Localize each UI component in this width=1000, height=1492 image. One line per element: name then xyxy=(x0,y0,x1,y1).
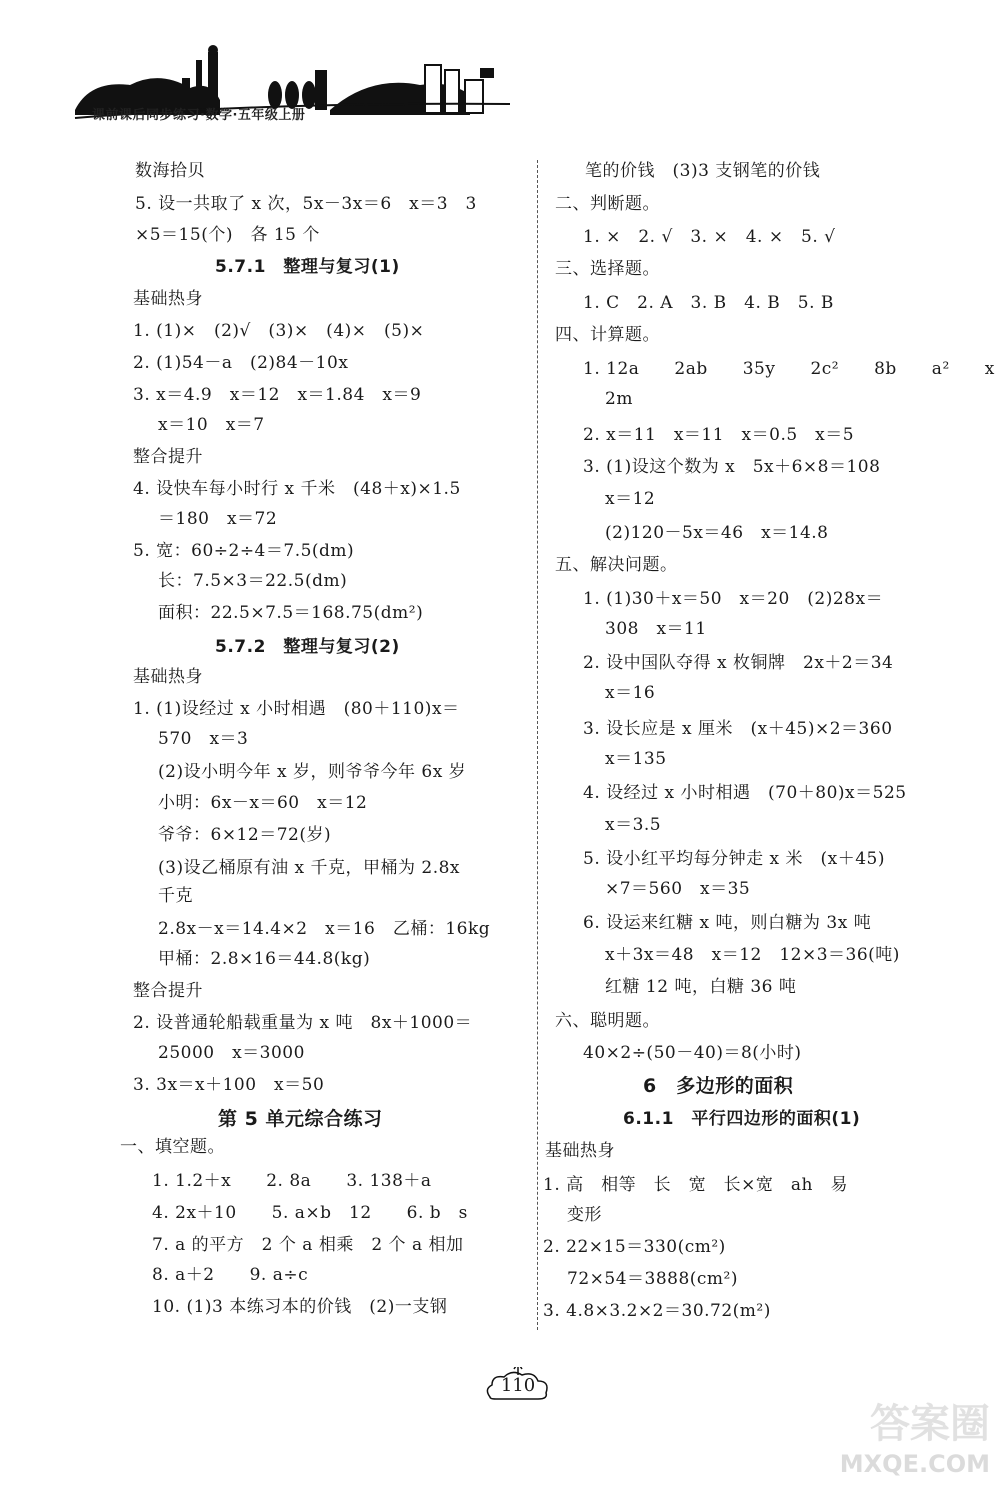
answer-line: 6. 设运来红糖 x 吨，则白糖为 3x 吨 xyxy=(583,913,872,933)
answer-line: 3. (1)设这个数为 x 5x＋6×8＝108 xyxy=(583,457,881,477)
answer-line: 长：7.5×3＝22.5(dm) xyxy=(158,571,348,591)
question-type-label: 一、填空题。 xyxy=(120,1137,225,1157)
answer-line: 1. (1)× (2)√ (3)× (4)× (5)× xyxy=(133,321,425,341)
answer-line: 小明：6x－x＝60 x＝12 xyxy=(158,793,368,813)
watermark xyxy=(760,1392,990,1482)
answer-line: 千克 xyxy=(158,886,193,906)
answer-line: 笔的价钱 (3)3 支钢笔的价钱 xyxy=(585,161,821,181)
subsection-label: 基础热身 xyxy=(545,1141,615,1161)
answer-line: 25000 x＝3000 xyxy=(158,1043,305,1063)
chapter-heading: 6 多边形的面积 xyxy=(643,1075,794,1097)
answer-line: 3. 3x＝x＋100 x＝50 xyxy=(133,1075,325,1095)
answer-line: ×5＝15(个) 各 15 个 xyxy=(135,225,320,245)
answer-line: (3)设乙桶原有油 x 千克，甲桶为 2.8x xyxy=(158,858,461,878)
answer-line: 5. 设小红平均每分钟走 x 米 (x＋45) xyxy=(583,849,886,869)
answer-line: 2. x＝11 x＝11 x＝0.5 x＝5 xyxy=(583,425,855,445)
answer-line: 爷爷：6×12＝72(岁) xyxy=(158,825,332,845)
answer-line: 2. 设中国队夺得 x 枚铜牌 2x＋2＝34 xyxy=(583,653,894,673)
answer-line: 甲桶：2.8×16＝44.8(kg) xyxy=(158,949,371,969)
answer-line: 红糖 12 吨，白糖 36 吨 xyxy=(605,977,797,997)
answer-line: 2. 设普通轮船载重量为 x 吨 8x＋1000＝ xyxy=(133,1013,473,1033)
answer-line: 2.8x－x＝14.4×2 x＝16 乙桶：16kg xyxy=(158,919,491,939)
answer-line: 4. 2x＋10 5. a×b 12 6. b s xyxy=(152,1203,468,1223)
answer-line: 570 x＝3 xyxy=(158,729,249,749)
answer-line: (2)120－5x＝46 x＝14.8 xyxy=(605,523,829,543)
answer-line: x＋3x＝48 x＝12 12×3＝36(吨) xyxy=(605,945,900,965)
section-heading: 第 5 单元综合练习 xyxy=(218,1108,383,1130)
column-divider xyxy=(537,160,538,1330)
answer-line: 面积：22.5×7.5＝168.75(dm²) xyxy=(158,603,424,623)
watermark-url: MXQE.COM xyxy=(839,1450,990,1478)
answer-line: 308 x＝11 xyxy=(605,619,707,639)
answer-line: x＝16 xyxy=(605,683,656,703)
answer-line: (2)设小明今年 x 岁，则爷爷今年 6x 岁 xyxy=(158,762,467,782)
answer-line: ＝180 x＝72 xyxy=(158,509,278,529)
answer-line: 40×2÷(50－40)＝8(小时) xyxy=(583,1043,802,1063)
question-type-label: 五、解决问题。 xyxy=(555,555,678,575)
subsection-label: 基础热身 xyxy=(133,667,203,687)
question-type-label: 六、聪明题。 xyxy=(555,1011,660,1031)
answer-line: 2. 22×15＝330(cm²) xyxy=(543,1237,726,1257)
answer-line: x＝12 xyxy=(605,489,656,509)
answer-line: 1. (1)30＋x＝50 x＝20 (2)28x＝ xyxy=(583,589,884,609)
question-type-label: 四、计算题。 xyxy=(555,325,660,345)
answer-line: ×7＝560 x＝35 xyxy=(605,879,751,899)
section-title: 数海拾贝 xyxy=(135,161,205,181)
answer-line: 3. x＝4.9 x＝12 x＝1.84 x＝9 xyxy=(133,385,422,405)
section-heading: 5.7.1 整理与复习(1) xyxy=(215,257,400,277)
answer-line: 8. a＋2 9. a÷c xyxy=(152,1265,309,1285)
answer-line: 2. (1)54－a (2)84－10x xyxy=(133,353,349,373)
answer-line: 1. × 2. √ 3. × 4. × 5. √ xyxy=(583,227,836,247)
subsection-label: 整合提升 xyxy=(133,447,203,467)
answer-line: 4. 设经过 x 小时相遇 (70＋80)x＝525 xyxy=(583,783,907,803)
answer-line: 5. 宽：60÷2÷4＝7.5(dm) xyxy=(133,541,355,561)
page-number-badge xyxy=(482,1367,554,1403)
answer-line: 72×54＝3888(cm²) xyxy=(567,1269,738,1289)
answer-line: 3. 设长应是 x 厘米 (x＋45)×2＝360 xyxy=(583,719,893,739)
answer-line: 3. 4.8×3.2×2＝30.72(m²) xyxy=(543,1301,771,1321)
answer-line: 1. C 2. A 3. B 4. B 5. B xyxy=(583,293,834,313)
answer-line: x＝135 xyxy=(605,749,667,769)
question-type-label: 二、判断题。 xyxy=(555,194,660,214)
answer-line: 4. 设快车每小时行 x 千米 (48＋x)×1.5 xyxy=(133,479,461,499)
answer-line: 变形 xyxy=(567,1205,602,1225)
answer-line: 5. 设一共取了 x 次，5x－3x＝6 x＝3 3 xyxy=(135,194,477,214)
answer-line: 1. (1)设经过 x 小时相遇 (80＋110)x＝ xyxy=(133,699,460,719)
answer-line: 2m xyxy=(605,389,633,409)
watermark-logo: 答案圈 xyxy=(870,1401,990,1447)
answer-line: x＝10 x＝7 xyxy=(158,415,265,435)
answer-line: 7. a 的平方 2 个 a 相乘 2 个 a 相加 xyxy=(152,1235,464,1255)
subsection-label: 整合提升 xyxy=(133,981,203,1001)
header-title: 课前课后同步练习·数学·五年级上册 xyxy=(92,108,306,123)
answer-line: 10. (1)3 本练习本的价钱 (2)一支钢 xyxy=(152,1297,448,1317)
answer-line: 1. 1.2＋x 2. 8a 3. 138＋a xyxy=(152,1171,432,1191)
answer-line: 1. 12a 2ab 35y 2c² 8b a² x xyxy=(583,359,995,379)
answer-line: 1. 高 相等 长 宽 长×宽 ah 易 xyxy=(543,1175,848,1195)
question-type-label: 三、选择题。 xyxy=(555,259,660,279)
page-number: 110 xyxy=(500,1375,536,1396)
subsection-label: 基础热身 xyxy=(133,289,203,309)
section-heading: 6.1.1 平行四边形的面积(1) xyxy=(623,1109,861,1129)
section-heading: 5.7.2 整理与复习(2) xyxy=(215,637,400,657)
answer-line: x＝3.5 xyxy=(605,815,662,835)
